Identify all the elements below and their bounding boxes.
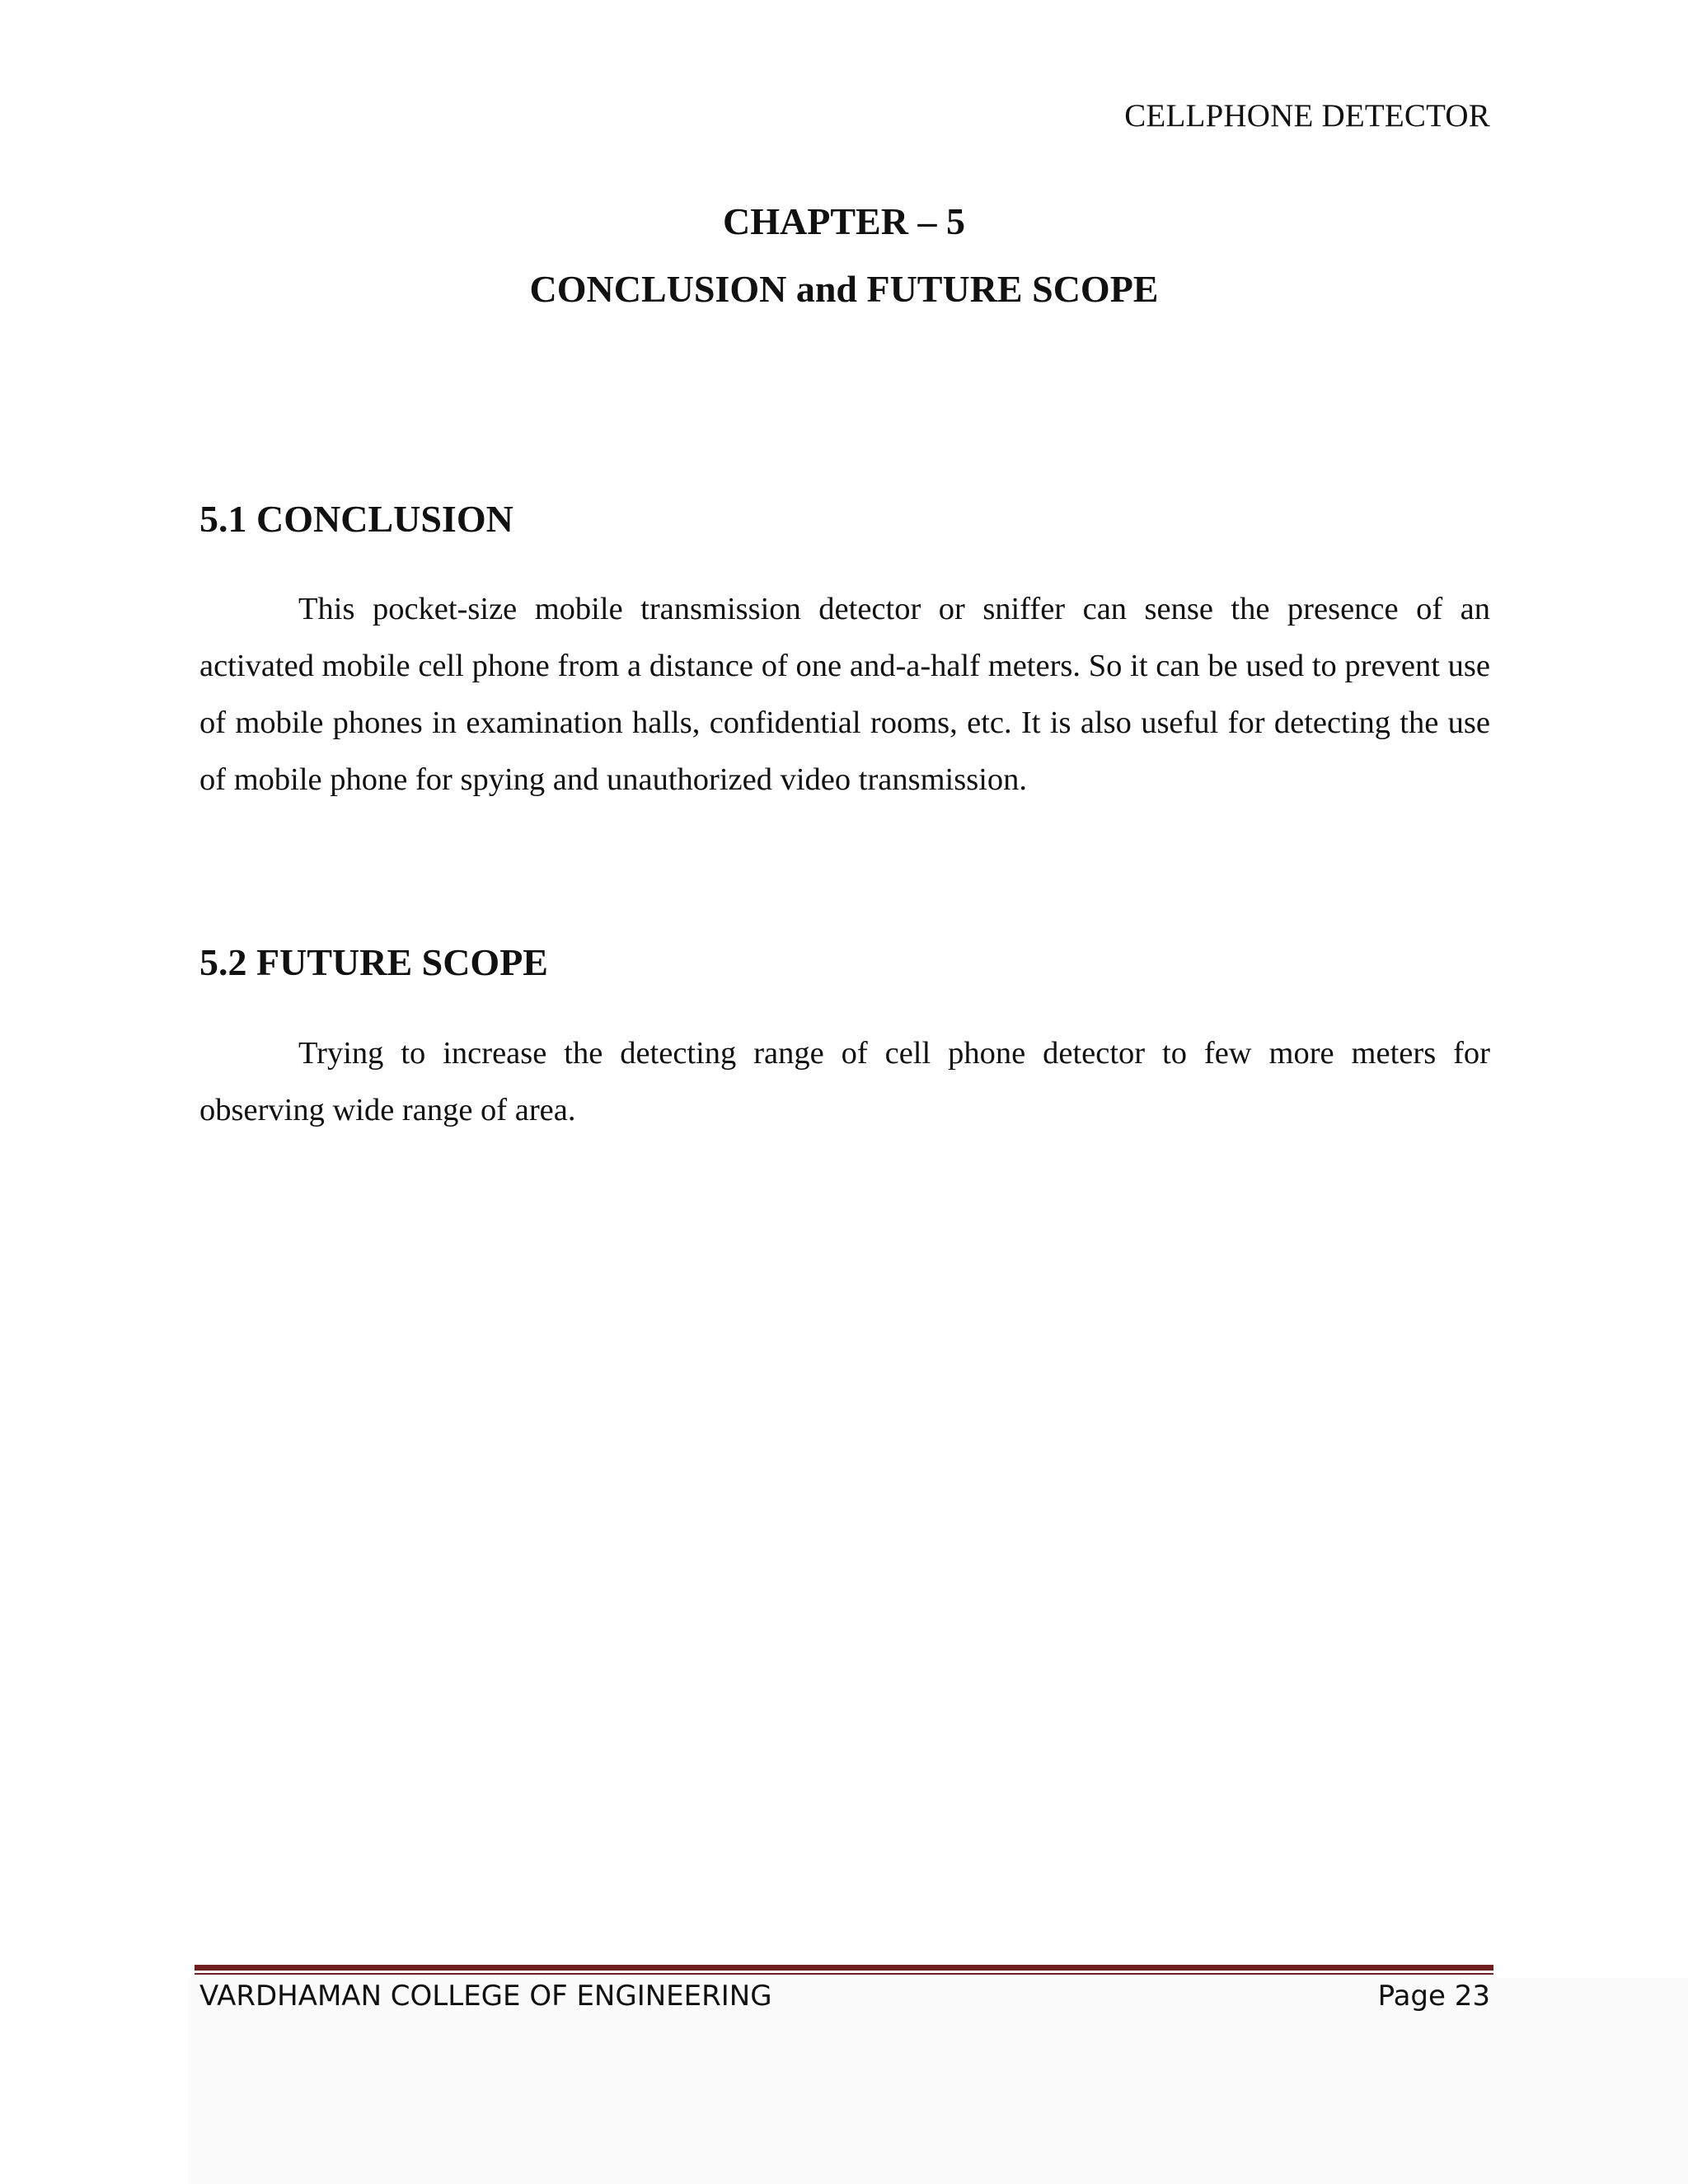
future-scope-paragraph: Trying to increase the detecting range of cell phone detector to few more meters for observing wide range of area. xyxy=(199,1036,1490,1127)
conclusion-paragraph: This pocket-size mobile transmission detector or sniffer can sense the presence of an activated mobile cell phone from a distance of one and-a-half meters. So it can be used to prevent use of mobile phones in examination halls, confidential rooms, etc. It is also useful for detecting the use of mobile phone for spying and unauthorized video transmission. xyxy=(199,592,1490,797)
footer-rule xyxy=(195,1965,1493,1971)
chapter-title: CONCLUSION and FUTURE SCOPE xyxy=(529,268,1159,310)
chapter-number: CHAPTER – 5 xyxy=(723,200,965,242)
footer-rule-thin xyxy=(195,1973,1493,1975)
footer-page-number: Page 23 xyxy=(1377,1980,1490,2013)
section-heading-conclusion: 5.1 CONCLUSION xyxy=(199,498,513,540)
footer-institution: VARDHAMAN COLLEGE OF ENGINEERING xyxy=(199,1980,772,2013)
section-heading-future-scope: 5.2 FUTURE SCOPE xyxy=(199,941,548,983)
running-header: CELLPHONE DETECTOR xyxy=(1124,98,1490,134)
